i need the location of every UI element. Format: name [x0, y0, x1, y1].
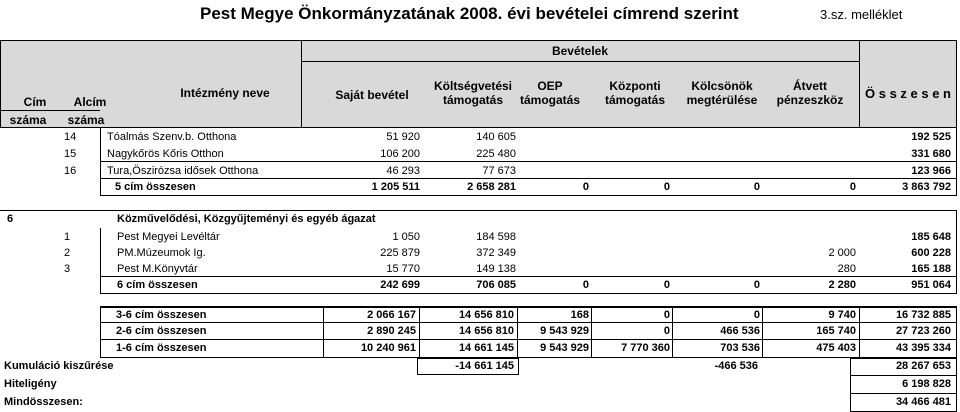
- table-row-name: Tóalmás Szenv.b. Otthona: [107, 131, 237, 143]
- summary-sajat: 10 240 961: [360, 342, 416, 354]
- table-row-total: 331 680: [911, 148, 951, 160]
- table-row-total: 123 966: [911, 165, 951, 177]
- header-intezmeny-neve: Intézmény neve: [180, 86, 270, 100]
- table-row-sajat: 225 879: [380, 247, 420, 259]
- total-total: 3 863 792: [902, 181, 951, 193]
- header-atvett: Átvett pénzeszköz: [776, 79, 844, 107]
- total-kolcsonok: 0: [753, 279, 760, 291]
- table-row-sajat: 15 770: [386, 263, 420, 275]
- summary-atvett: 475 403: [816, 342, 856, 354]
- footer-kolcsonok: -466 536: [714, 360, 758, 372]
- summary-label: 1-6 cím összesen: [116, 342, 207, 354]
- total-kozponti: 0: [663, 279, 670, 291]
- summary-label: 3-6 cím összesen: [116, 309, 207, 321]
- footer-total: 28 267 653: [895, 360, 951, 372]
- total-oep: 0: [582, 279, 589, 291]
- table-row-name: Nagykőrös Kőris Otthon: [107, 148, 224, 160]
- summary-total: 43 395 334: [895, 342, 951, 354]
- summary-oep: 9 543 929: [540, 325, 589, 337]
- table-row-alcim: 14: [64, 131, 77, 143]
- header-group-bevetelek: Bevételek: [551, 44, 609, 58]
- total-label: 5 cím összesen: [115, 181, 196, 193]
- summary-sajat: 2 066 167: [367, 309, 416, 321]
- table-row-atvett: 280: [837, 263, 856, 275]
- table-row-name: Pest Megyei Levéltár: [117, 231, 220, 243]
- table-row-name: PM.Múzeumok Ig.: [117, 247, 206, 259]
- table-row-alcim: 3: [64, 263, 71, 275]
- table-row-total: 192 525: [911, 131, 951, 143]
- summary-koltseg: 14 661 145: [458, 342, 514, 354]
- total-sajat: 242 699: [380, 279, 420, 291]
- table-row-koltseg: 149 138: [476, 263, 516, 275]
- table-row-sajat: 106 200: [380, 148, 420, 160]
- summary-kolcsonok: 0: [753, 309, 760, 321]
- section6-cim: 6: [7, 213, 14, 225]
- summary-kozponti: 7 770 360: [621, 342, 670, 354]
- table-row-koltseg: 225 480: [476, 148, 516, 160]
- summary-oep: 9 543 929: [540, 342, 589, 354]
- total-atvett: 2 280: [828, 279, 856, 291]
- footer-label: Hiteligény: [4, 378, 57, 390]
- table-row-atvett: 2 000: [828, 247, 856, 259]
- summary-sajat: 2 890 245: [367, 325, 416, 337]
- table-row-alcim: 15: [64, 148, 77, 160]
- summary-atvett: 9 740: [828, 309, 856, 321]
- table-row-sajat: 51 920: [386, 131, 420, 143]
- table-row-koltseg: 77 673: [482, 165, 516, 177]
- table-row-name: Pest M.Könyvtár: [117, 263, 198, 275]
- table-row-alcim: 16: [64, 165, 77, 177]
- footer-label: Kumuláció kiszűrése: [4, 360, 114, 372]
- footer-total: 34 466 481: [895, 396, 951, 408]
- summary-koltseg: 14 656 810: [458, 309, 514, 321]
- total-oep: 0: [582, 181, 589, 193]
- summary-atvett: 165 740: [816, 325, 856, 337]
- total-total: 951 064: [911, 279, 951, 291]
- header-cim: Cím: [23, 95, 47, 109]
- table-row-alcim: 1: [64, 231, 71, 243]
- table-row-alcim: 2: [64, 247, 71, 259]
- total-label: 6 cím összesen: [117, 279, 198, 291]
- table-row-koltseg: 184 598: [476, 231, 516, 243]
- total-kozponti: 0: [663, 181, 670, 193]
- header-alcim-szama: száma: [67, 113, 105, 127]
- footer-label: Mindösszesen:: [4, 396, 83, 408]
- page-title: Pest Megye Önkormányzatának 2008. évi bevételei címrend szerint: [200, 4, 739, 23]
- table-row-koltseg: 140 605: [476, 131, 516, 143]
- total-koltseg: 706 085: [476, 279, 516, 291]
- header-osszesen: Ö s s z e s e n: [865, 86, 951, 101]
- header-oep: OEP támogatás: [519, 79, 581, 107]
- table-row-total: 185 648: [911, 231, 951, 243]
- section6-title: Közművelődési, Közgyűjteményi és egyéb ágazat: [117, 213, 376, 225]
- header-koltsegvetesi: Költségvetési támogatás: [433, 79, 513, 107]
- total-kolcsonok: 0: [753, 181, 760, 193]
- table-row-total: 165 188: [911, 263, 951, 275]
- summary-total: 27 723 260: [895, 325, 951, 337]
- header-cim-szama: száma: [9, 113, 47, 127]
- total-atvett: 0: [849, 181, 856, 193]
- table-row-total: 600 228: [911, 247, 951, 259]
- total-sajat: 1 205 511: [371, 181, 420, 193]
- summary-kolcsonok: 703 536: [720, 342, 760, 354]
- table-row-name: Tura,Öszirózsa idősek Otthona: [107, 165, 259, 177]
- total-koltseg: 2 658 281: [467, 181, 516, 193]
- summary-kozponti: 0: [663, 325, 670, 337]
- footer-total: 6 198 828: [902, 378, 951, 390]
- summary-koltseg: 14 656 810: [458, 325, 514, 337]
- header-alcim: Alcím: [73, 95, 107, 109]
- summary-oep: 168: [570, 309, 589, 321]
- table-row-sajat: 1 050: [392, 231, 420, 243]
- header-kolcsonok: Kölcsönök megtérülése: [686, 79, 758, 107]
- footer-koltseg: -14 661 145: [455, 360, 514, 372]
- table-row-koltseg: 372 349: [476, 247, 516, 259]
- summary-kozponti: 0: [663, 309, 670, 321]
- annex-label: 3.sz. melléklet: [820, 7, 903, 22]
- header-kozponti: Központi támogatás: [604, 79, 666, 107]
- summary-total: 16 732 885: [895, 309, 951, 321]
- table-row-sajat: 46 293: [386, 165, 420, 177]
- summary-label: 2-6 cím összesen: [116, 325, 207, 337]
- header-sajat-bevetel: Saját bevétel: [335, 88, 409, 102]
- summary-kolcsonok: 466 536: [720, 325, 760, 337]
